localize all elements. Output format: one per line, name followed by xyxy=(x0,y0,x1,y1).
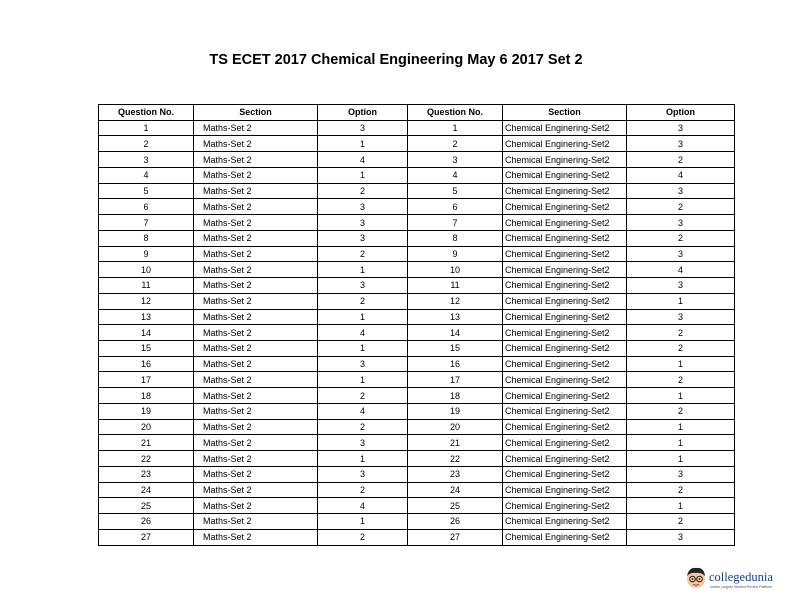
answer-key-table xyxy=(98,104,735,546)
table-row xyxy=(99,136,735,152)
cell-section: Maths-Set 2 xyxy=(194,514,318,530)
cell-section-2: Chemical Enginering-Set2 xyxy=(503,293,627,309)
cell-section-2: Chemical Enginering-Set2 xyxy=(503,136,627,152)
cell-section-2: Chemical Enginering-Set2 xyxy=(503,262,627,278)
cell-question-no-2: 24 xyxy=(408,482,503,498)
cell-section: Maths-Set 2 xyxy=(194,435,318,451)
cell-question-no-2: 9 xyxy=(408,246,503,262)
cell-section: Maths-Set 2 xyxy=(194,215,318,231)
cell-option: 3 xyxy=(318,435,408,451)
cell-section-2: Chemical Enginering-Set2 xyxy=(503,309,627,325)
cell-question-no: 15 xyxy=(99,341,194,357)
cell-section-2: Chemical Enginering-Set2 xyxy=(503,466,627,482)
table-row xyxy=(99,403,735,419)
cell-option-2: 1 xyxy=(627,419,735,435)
cell-option: 2 xyxy=(318,482,408,498)
collegedunia-logo xyxy=(684,564,792,594)
cell-section: Maths-Set 2 xyxy=(194,341,318,357)
cell-section: Maths-Set 2 xyxy=(194,482,318,498)
cell-option: 2 xyxy=(318,529,408,545)
table-row xyxy=(99,419,735,435)
cell-question-no: 26 xyxy=(99,514,194,530)
cell-section-2: Chemical Enginering-Set2 xyxy=(503,372,627,388)
cell-question-no-2: 8 xyxy=(408,230,503,246)
cell-question-no-2: 17 xyxy=(408,372,503,388)
cell-question-no: 17 xyxy=(99,372,194,388)
cell-option-2: 3 xyxy=(627,278,735,294)
cell-option-2: 3 xyxy=(627,183,735,199)
cell-option-2: 2 xyxy=(627,341,735,357)
cell-option: 1 xyxy=(318,341,408,357)
cell-question-no-2: 1 xyxy=(408,120,503,136)
cell-option: 3 xyxy=(318,278,408,294)
cell-option: 1 xyxy=(318,136,408,152)
cell-section-2: Chemical Enginering-Set2 xyxy=(503,325,627,341)
cell-question-no: 16 xyxy=(99,356,194,372)
cell-question-no-2: 16 xyxy=(408,356,503,372)
cell-option: 4 xyxy=(318,325,408,341)
cell-section: Maths-Set 2 xyxy=(194,325,318,341)
cell-option: 3 xyxy=(318,215,408,231)
cell-question-no: 14 xyxy=(99,325,194,341)
cell-question-no-2: 23 xyxy=(408,466,503,482)
cell-question-no-2: 20 xyxy=(408,419,503,435)
cell-option-2: 4 xyxy=(627,262,735,278)
cell-question-no: 23 xyxy=(99,466,194,482)
table-row xyxy=(99,262,735,278)
table-row xyxy=(99,278,735,294)
cell-section-2: Chemical Enginering-Set2 xyxy=(503,482,627,498)
header-section: Section xyxy=(194,105,318,121)
cell-section: Maths-Set 2 xyxy=(194,372,318,388)
cell-option-2: 2 xyxy=(627,199,735,215)
table-row xyxy=(99,309,735,325)
cell-question-no-2: 27 xyxy=(408,529,503,545)
cell-section-2: Chemical Enginering-Set2 xyxy=(503,514,627,530)
table-row xyxy=(99,325,735,341)
cell-section: Maths-Set 2 xyxy=(194,136,318,152)
cell-option-2: 1 xyxy=(627,435,735,451)
header-section-2: Section xyxy=(503,105,627,121)
cell-section-2: Chemical Enginering-Set2 xyxy=(503,388,627,404)
cell-question-no-2: 7 xyxy=(408,215,503,231)
cell-question-no-2: 4 xyxy=(408,167,503,183)
cell-section-2: Chemical Enginering-Set2 xyxy=(503,403,627,419)
cell-section: Maths-Set 2 xyxy=(194,293,318,309)
cell-question-no-2: 21 xyxy=(408,435,503,451)
cell-option-2: 3 xyxy=(627,246,735,262)
cell-section-2: Chemical Enginering-Set2 xyxy=(503,183,627,199)
cell-option-2: 3 xyxy=(627,529,735,545)
table-row xyxy=(99,199,735,215)
cell-question-no-2: 5 xyxy=(408,183,503,199)
table-row xyxy=(99,167,735,183)
cell-question-no-2: 26 xyxy=(408,514,503,530)
cell-option: 4 xyxy=(318,403,408,419)
mascot-face-icon xyxy=(684,564,708,594)
cell-question-no: 11 xyxy=(99,278,194,294)
cell-option: 1 xyxy=(318,451,408,467)
cell-question-no-2: 12 xyxy=(408,293,503,309)
cell-question-no: 2 xyxy=(99,136,194,152)
cell-option-2: 3 xyxy=(627,309,735,325)
cell-option-2: 3 xyxy=(627,120,735,136)
cell-section: Maths-Set 2 xyxy=(194,356,318,372)
cell-option-2: 2 xyxy=(627,482,735,498)
table-row xyxy=(99,498,735,514)
cell-section-2: Chemical Enginering-Set2 xyxy=(503,341,627,357)
cell-option: 2 xyxy=(318,246,408,262)
cell-section: Maths-Set 2 xyxy=(194,152,318,168)
cell-option-2: 1 xyxy=(627,293,735,309)
cell-section: Maths-Set 2 xyxy=(194,246,318,262)
cell-section-2: Chemical Enginering-Set2 xyxy=(503,278,627,294)
table-row xyxy=(99,230,735,246)
header-option: Option xyxy=(318,105,408,121)
logo-tagline: India's Largest Student Review Platform xyxy=(710,585,773,589)
cell-option: 3 xyxy=(318,356,408,372)
cell-section: Maths-Set 2 xyxy=(194,466,318,482)
cell-question-no: 3 xyxy=(99,152,194,168)
cell-section-2: Chemical Enginering-Set2 xyxy=(503,498,627,514)
cell-question-no-2: 22 xyxy=(408,451,503,467)
cell-question-no: 24 xyxy=(99,482,194,498)
cell-option-2: 3 xyxy=(627,466,735,482)
cell-option: 2 xyxy=(318,388,408,404)
cell-option: 4 xyxy=(318,152,408,168)
cell-option: 1 xyxy=(318,309,408,325)
cell-option-2: 2 xyxy=(627,514,735,530)
cell-section-2: Chemical Enginering-Set2 xyxy=(503,199,627,215)
cell-question-no-2: 10 xyxy=(408,262,503,278)
cell-section-2: Chemical Enginering-Set2 xyxy=(503,230,627,246)
cell-option: 1 xyxy=(318,167,408,183)
cell-section: Maths-Set 2 xyxy=(194,230,318,246)
table-row xyxy=(99,183,735,199)
table-row xyxy=(99,435,735,451)
cell-question-no-2: 2 xyxy=(408,136,503,152)
cell-option: 1 xyxy=(318,514,408,530)
cell-section-2: Chemical Enginering-Set2 xyxy=(503,215,627,231)
cell-section-2: Chemical Enginering-Set2 xyxy=(503,152,627,168)
cell-option-2: 2 xyxy=(627,372,735,388)
cell-section: Maths-Set 2 xyxy=(194,120,318,136)
cell-section: Maths-Set 2 xyxy=(194,419,318,435)
cell-question-no: 27 xyxy=(99,529,194,545)
table-header-row xyxy=(99,105,735,121)
cell-option: 2 xyxy=(318,183,408,199)
cell-section-2: Chemical Enginering-Set2 xyxy=(503,419,627,435)
cell-section: Maths-Set 2 xyxy=(194,388,318,404)
header-question-no-2: Question No. xyxy=(408,105,503,121)
cell-section: Maths-Set 2 xyxy=(194,262,318,278)
cell-section: Maths-Set 2 xyxy=(194,309,318,325)
cell-option: 3 xyxy=(318,230,408,246)
cell-option: 1 xyxy=(318,262,408,278)
cell-option-2: 1 xyxy=(627,388,735,404)
cell-section: Maths-Set 2 xyxy=(194,167,318,183)
cell-option: 3 xyxy=(318,120,408,136)
cell-option-2: 3 xyxy=(627,215,735,231)
cell-section: Maths-Set 2 xyxy=(194,199,318,215)
cell-section: Maths-Set 2 xyxy=(194,278,318,294)
table-row xyxy=(99,215,735,231)
cell-option-2: 2 xyxy=(627,403,735,419)
cell-section-2: Chemical Enginering-Set2 xyxy=(503,529,627,545)
cell-option: 1 xyxy=(318,372,408,388)
cell-section-2: Chemical Enginering-Set2 xyxy=(503,120,627,136)
table-row xyxy=(99,246,735,262)
cell-question-no: 6 xyxy=(99,199,194,215)
cell-question-no: 22 xyxy=(99,451,194,467)
table-row xyxy=(99,341,735,357)
header-option-2: Option xyxy=(627,105,735,121)
table-row xyxy=(99,514,735,530)
cell-option-2: 1 xyxy=(627,498,735,514)
header-question-no: Question No. xyxy=(99,105,194,121)
cell-section-2: Chemical Enginering-Set2 xyxy=(503,246,627,262)
cell-question-no: 1 xyxy=(99,120,194,136)
table-row xyxy=(99,466,735,482)
cell-section-2: Chemical Enginering-Set2 xyxy=(503,167,627,183)
cell-option: 2 xyxy=(318,293,408,309)
table-row xyxy=(99,388,735,404)
cell-question-no-2: 6 xyxy=(408,199,503,215)
table-row xyxy=(99,451,735,467)
cell-option: 4 xyxy=(318,498,408,514)
cell-option-2: 1 xyxy=(627,356,735,372)
logo-wordmark: collegedunia xyxy=(709,570,773,584)
cell-question-no-2: 11 xyxy=(408,278,503,294)
cell-question-no-2: 19 xyxy=(408,403,503,419)
cell-question-no: 7 xyxy=(99,215,194,231)
cell-option-2: 4 xyxy=(627,167,735,183)
cell-option-2: 2 xyxy=(627,152,735,168)
table-row xyxy=(99,356,735,372)
table-row xyxy=(99,120,735,136)
cell-question-no-2: 15 xyxy=(408,341,503,357)
cell-section-2: Chemical Enginering-Set2 xyxy=(503,356,627,372)
cell-question-no: 5 xyxy=(99,183,194,199)
cell-question-no-2: 18 xyxy=(408,388,503,404)
cell-section: Maths-Set 2 xyxy=(194,183,318,199)
cell-question-no-2: 3 xyxy=(408,152,503,168)
page-title: TS ECET 2017 Chemical Engineering May 6 2017 Set 2 xyxy=(209,52,583,68)
table-row xyxy=(99,529,735,545)
cell-question-no: 4 xyxy=(99,167,194,183)
cell-question-no: 10 xyxy=(99,262,194,278)
cell-option-2: 2 xyxy=(627,325,735,341)
table-body xyxy=(99,120,735,545)
cell-section: Maths-Set 2 xyxy=(194,529,318,545)
cell-option: 3 xyxy=(318,199,408,215)
table-row xyxy=(99,372,735,388)
cell-question-no: 8 xyxy=(99,230,194,246)
cell-question-no: 18 xyxy=(99,388,194,404)
cell-section-2: Chemical Enginering-Set2 xyxy=(503,451,627,467)
cell-section: Maths-Set 2 xyxy=(194,451,318,467)
cell-question-no: 12 xyxy=(99,293,194,309)
cell-question-no: 9 xyxy=(99,246,194,262)
cell-question-no: 19 xyxy=(99,403,194,419)
cell-question-no-2: 14 xyxy=(408,325,503,341)
cell-question-no-2: 13 xyxy=(408,309,503,325)
cell-option-2: 1 xyxy=(627,451,735,467)
cell-question-no-2: 25 xyxy=(408,498,503,514)
cell-option-2: 2 xyxy=(627,230,735,246)
table-row xyxy=(99,152,735,168)
cell-section: Maths-Set 2 xyxy=(194,403,318,419)
cell-question-no: 20 xyxy=(99,419,194,435)
cell-option: 3 xyxy=(318,466,408,482)
cell-option: 2 xyxy=(318,419,408,435)
cell-question-no: 21 xyxy=(99,435,194,451)
cell-section: Maths-Set 2 xyxy=(194,498,318,514)
cell-question-no: 13 xyxy=(99,309,194,325)
table-row xyxy=(99,293,735,309)
cell-option-2: 3 xyxy=(627,136,735,152)
table-row xyxy=(99,482,735,498)
cell-question-no: 25 xyxy=(99,498,194,514)
cell-section-2: Chemical Enginering-Set2 xyxy=(503,435,627,451)
